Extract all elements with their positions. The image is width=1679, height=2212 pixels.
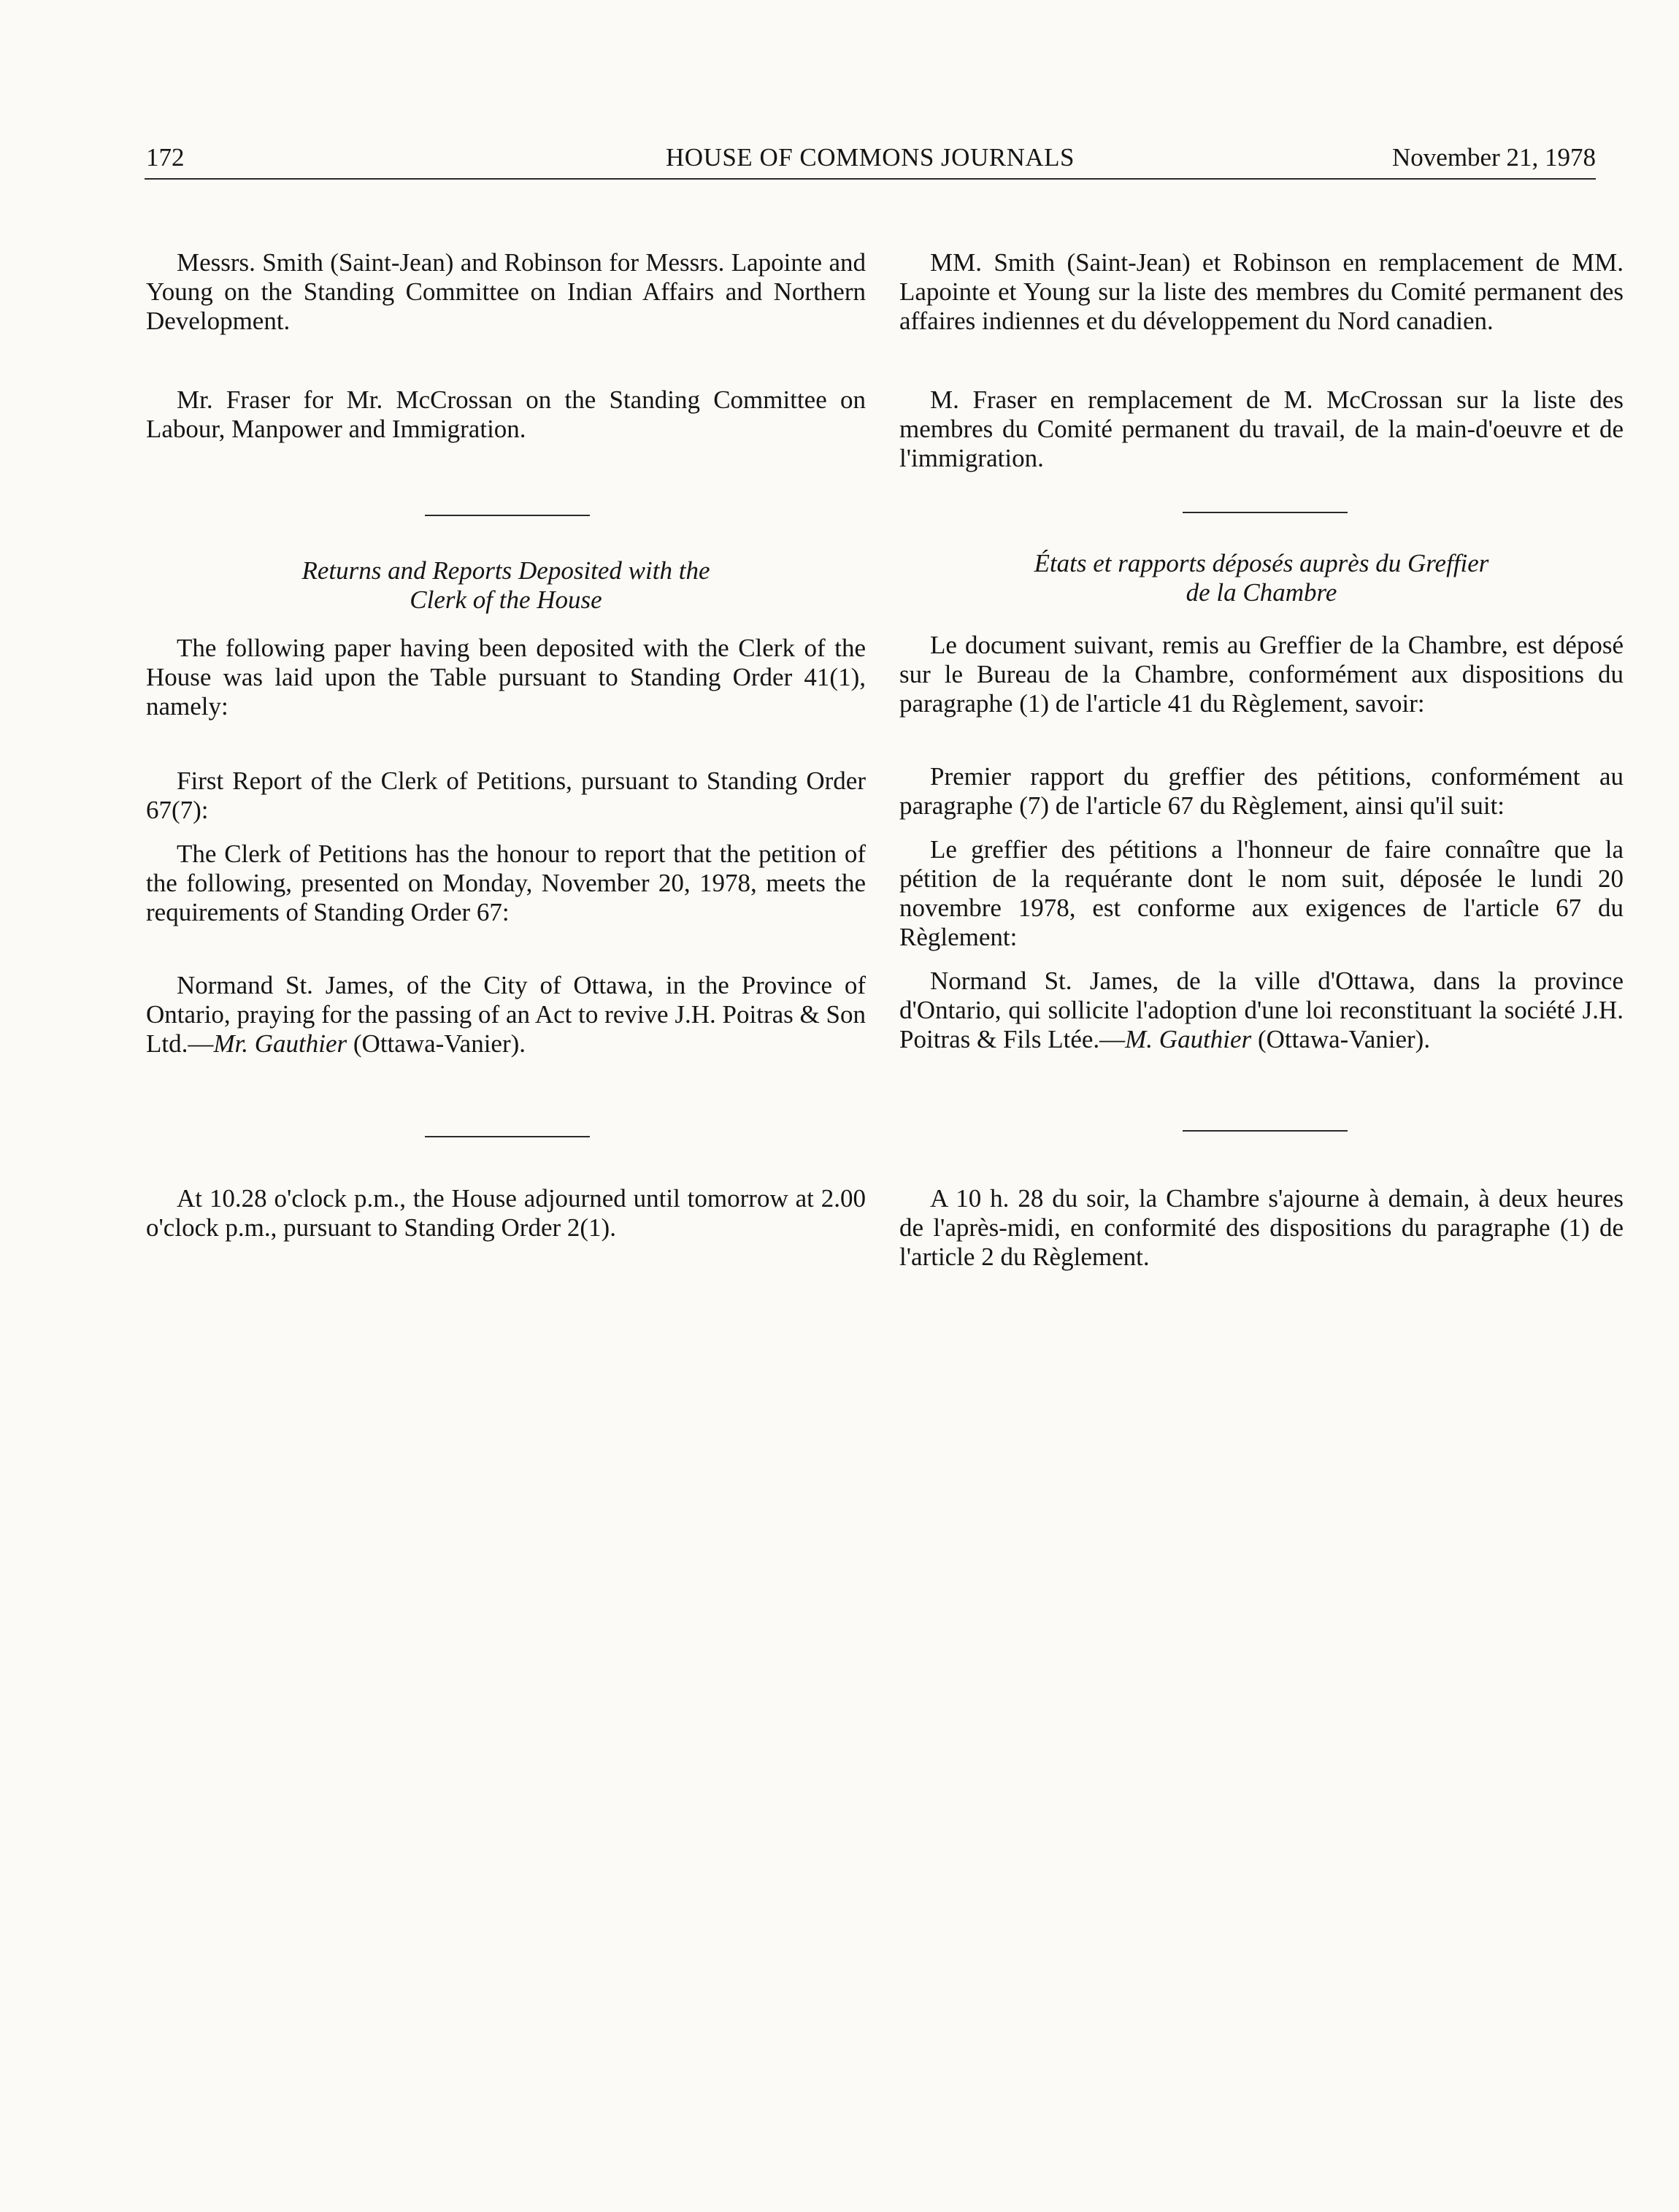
fr-committee-change-1: MM. Smith (Saint-Jean) et Robinson en remplacement de MM. Lapointe et Young sur la liste des membres du Comité permanent des affaires indiennes et du développement du Nord canadien. [899, 248, 1624, 335]
en-report-title: First Report of the Clerk of Petitions, pursuant to Standing Order 67(7): [146, 767, 866, 824]
fr-petition-text: Normand St. James, de la ville d'Ottawa, dans la province d'Ontario, qui sollicite l'adoption d'une loi reconstituant la société J.H. Poitras & Fils Ltée.— [899, 967, 1624, 1053]
en-committee-change-2: Mr. Fraser for Mr. McCrossan on the Standing Committee on Labour, Manpower and Immigration. [146, 385, 866, 443]
en-deposit-intro: The following paper having been deposited with the Clerk of the House was laid upon the Table pursuant to Standing Order 41(1), namely: [146, 634, 866, 721]
en-section-divider-1 [425, 515, 590, 516]
fr-deposit-intro: Le document suivant, remis au Greffier de la Chambre, est déposé sur le Bureau de la Chambre, conformément aux dispositions du paragraphe (1) de l'article 41 du Règlement, savoir: [899, 631, 1624, 718]
en-petition [146, 971, 866, 1059]
en-committee-change-1: Messrs. Smith (Saint-Jean) and Robinson for Messrs. Lapointe and Young on the Standing Committee on Indian Affairs and Northern Development. [146, 248, 866, 335]
fr-section-heading-line1: États et rapports déposés auprès du Greffier [1034, 549, 1489, 577]
fr-section-heading-line2: de la Chambre [1186, 578, 1337, 607]
en-section-heading-line1: Returns and Reports Deposited with the [301, 556, 710, 585]
en-petition-text: Normand St. James, of the City of Ottawa, in the Province of Ontario, praying for the passing of an Act to revive J.H. Poitras & Son Ltd.— [146, 971, 866, 1058]
fr-committee-change-2: M. Fraser en remplacement de M. McCrossan sur la liste des membres du Comité permanent du travail, de la main-d'oeuvre et de l'immigration. [899, 385, 1624, 472]
en-petition-member: Mr. Gauthier [213, 1029, 347, 1058]
fr-petition [899, 967, 1624, 1054]
fr-report-title: Premier rapport du greffier des pétitions, conformément au paragraphe (7) de l'article 67 du Règlement, ainsi qu'il suit: [899, 762, 1624, 820]
en-section-heading [146, 556, 866, 615]
fr-section-heading [899, 549, 1624, 607]
en-petition-riding: (Ottawa-Vanier). [347, 1029, 526, 1058]
en-section-divider-2 [425, 1136, 590, 1137]
en-section-heading-line2: Clerk of the House [410, 585, 602, 614]
journal-title: HOUSE OF COMMONS JOURNALS [666, 143, 1075, 172]
fr-petition-riding: (Ottawa-Vanier). [1251, 1025, 1431, 1053]
page-number: 172 [146, 143, 185, 172]
fr-section-divider-2 [1183, 1130, 1348, 1132]
fr-adjournment: A 10 h. 28 du soir, la Chambre s'ajourne à demain, à deux heures de l'après-midi, en conformité des dispositions du paragraphe (1) de l'article 2 du Règlement. [899, 1184, 1624, 1271]
en-adjournment: At 10.28 o'clock p.m., the House adjourned until tomorrow at 2.00 o'clock p.m., pursuant to Standing Order 2(1). [146, 1184, 866, 1242]
fr-report-body: Le greffier des pétitions a l'honneur de faire connaître que la pétition de la requérante dont le nom suit, déposée le lundi 20 novembre 1978, est conforme aux exigences de l'article 67 du Règlement: [899, 835, 1624, 951]
page-header [145, 140, 1596, 180]
fr-petition-member: M. Gauthier [1125, 1025, 1252, 1053]
journal-date: November 21, 1978 [1392, 143, 1596, 172]
fr-section-divider-1 [1183, 512, 1348, 513]
en-report-body: The Clerk of Petitions has the honour to report that the petition of the following, presented on Monday, November 20, 1978, meets the requirements of Standing Order 67: [146, 840, 866, 926]
